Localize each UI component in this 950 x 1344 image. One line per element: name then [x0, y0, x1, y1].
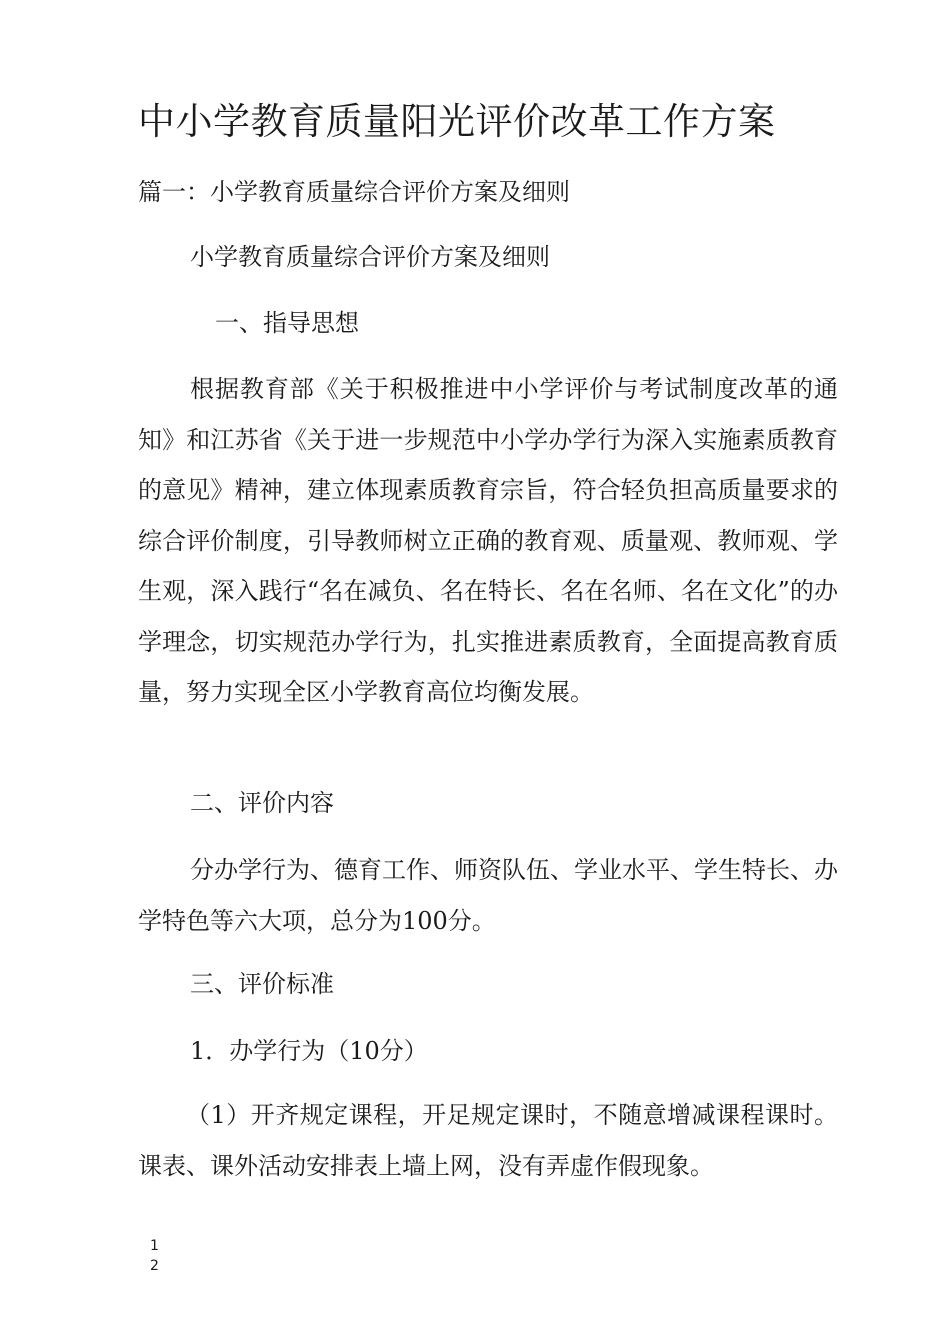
- page-number-top: 1: [150, 1238, 163, 1254]
- section-heading-guiding-ideology: 一、指导思想: [215, 309, 359, 337]
- section-body-guiding-ideology: 根据教育部《关于积极推进中小学评价与考试制度改革的通知》和江苏省《关于进一步规范中小学办学行为深入实施素质教育的意见》精神，建立体现素质教育宗旨，符合轻负担高质量要求的综合评价制度，引导教师树立正确的教育观、质量观、教师观、学生观，深入践行“名在减负、名在特长、名在名师、名在文化”的办学理念，切实规范办学行为，扎实推进素质教育，全面提高教育质量，努力实现全区小学教育高位均衡发展。: [138, 375, 838, 706]
- page-number-bottom: 2: [150, 1258, 163, 1274]
- subtitle: 小学教育质量综合评价方案及细则: [190, 243, 550, 271]
- item-heading-school-conduct: 1．办学行为（10分）: [190, 1037, 428, 1065]
- section-body-evaluation-content: 分办学行为、德育工作、师资队伍、学业水平、学生特长、办学特色等六大项，总分为100分。: [138, 856, 838, 935]
- document-title: 中小学教育质量阳光评价改革工作方案: [138, 100, 776, 143]
- part-heading: 篇一：小学教育质量综合评价方案及细则: [138, 178, 570, 206]
- section-heading-evaluation-standard: 三、评价标准: [190, 970, 334, 998]
- section-heading-evaluation-content: 二、评价内容: [190, 789, 334, 817]
- item-body-curriculum: （1）开齐规定课程，开足规定课时，不随意增减课程课时。课表、课外活动安排表上墙上网，没有弄虚作假现象。: [138, 1101, 838, 1180]
